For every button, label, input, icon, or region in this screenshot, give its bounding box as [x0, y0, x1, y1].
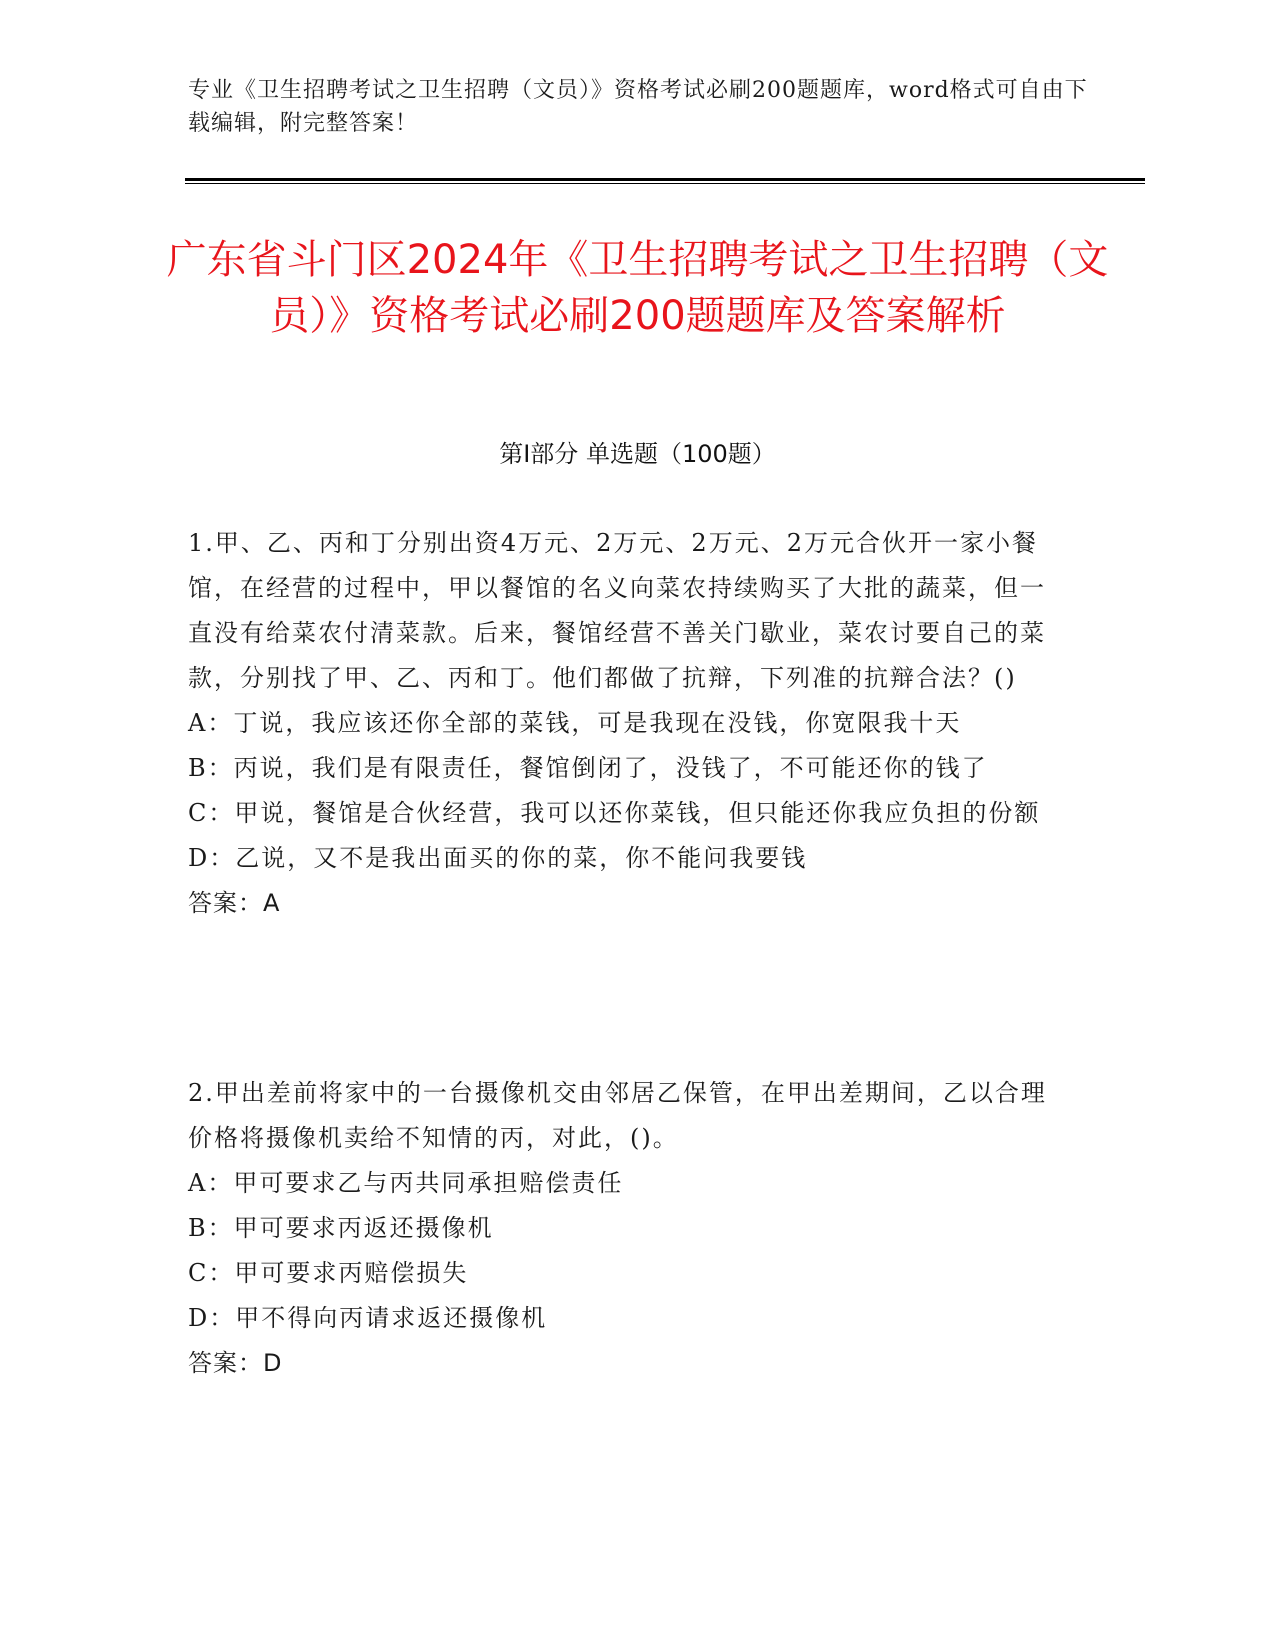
question-1-option-a: A：丁说，我应该还你全部的菜钱，可是我现在没钱，你宽限我十天 [188, 709, 962, 737]
question-1-option-c: C：甲说，餐馆是合伙经营，我可以还你菜钱，但只能还你我应负担的份额 [188, 799, 1041, 827]
question-2-option-d: D：甲不得向丙请求返还摄像机 [188, 1304, 548, 1332]
header-note: 专业《卫生招聘考试之卫生招聘（文员）》资格考试必刷200题题库，word格式可自由下载编辑，附完整答案！ [188, 78, 1088, 136]
question-1-option-b: B：丙说，我们是有限责任，餐馆倒闭了，没钱了，不可能还你的钱了 [188, 754, 988, 782]
question-2-text: 2.甲出差前将家中的一台摄像机交由邻居乙保管，在甲出差期间，乙以合理价格将摄像机卖给不知情的丙，对此，()。 [188, 1079, 1047, 1152]
question-1-option-d: D：乙说，又不是我出面买的你的菜，你不能问我要钱 [188, 844, 808, 872]
document-title: 广东省斗门区2024年《卫生招聘考试之卫生招聘（文员）》资格考试必刷200题题库及答案解析 [166, 237, 1109, 339]
question-1-answer: 答案：A [188, 889, 281, 917]
question-2-answer: 答案：D [188, 1349, 283, 1377]
question-1 [188, 521, 1068, 926]
section-title: 第Ⅰ部分 单选题（100题） [499, 440, 776, 468]
question-2-option-c: C：甲可要求丙赔偿损失 [188, 1259, 469, 1287]
header-divider [185, 178, 1145, 184]
question-2 [188, 1071, 1068, 1386]
question-2-option-b: B：甲可要求丙返还摄像机 [188, 1214, 494, 1242]
question-2-option-a: A：甲可要求乙与丙共同承担赔偿责任 [188, 1169, 624, 1197]
question-1-text: 1.甲、乙、丙和丁分别出资4万元、2万元、2万元、2万元合伙开一家小餐馆，在经营的过程中，甲以餐馆的名义向菜农持续购买了大批的蔬菜，但一直没有给菜农付清菜款。后来，餐馆经营不善关门歇业，菜农讨要自己的菜款，分别找了甲、乙、丙和丁。他们都做了抗辩，下列准的抗辩合法？() [188, 529, 1046, 692]
